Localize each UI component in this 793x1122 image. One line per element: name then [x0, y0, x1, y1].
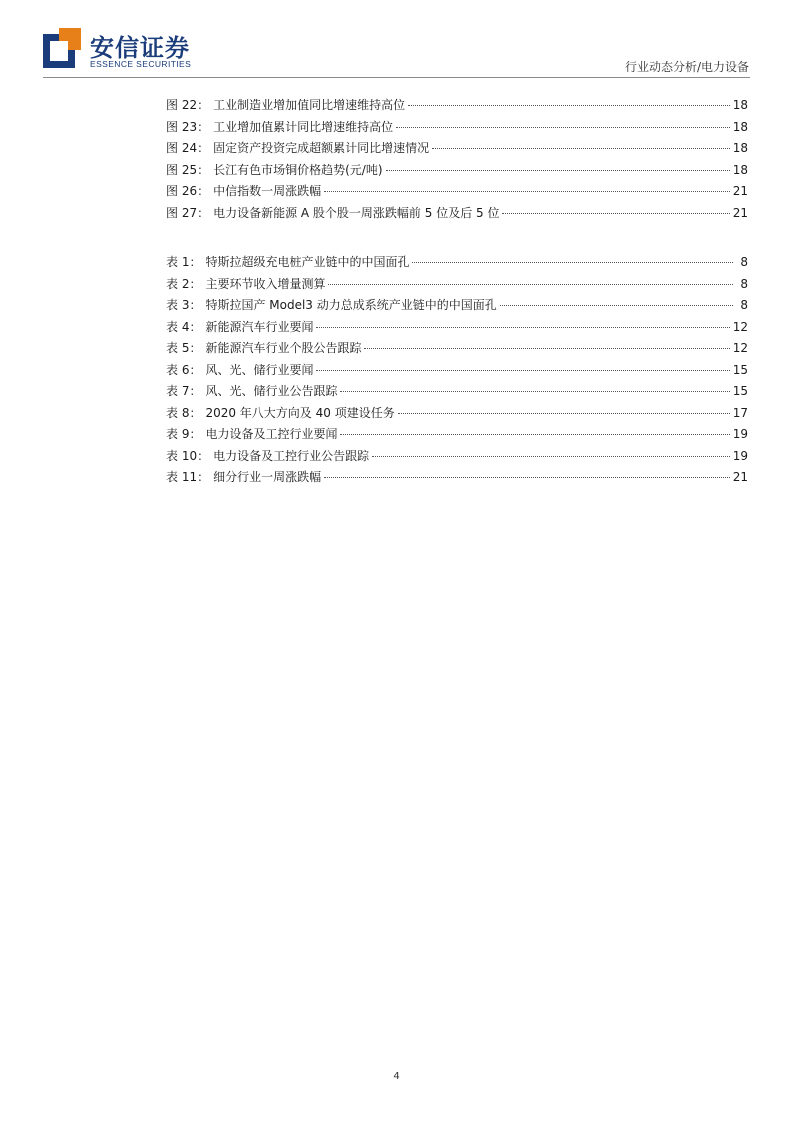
toc-entry[interactable] [166, 468, 748, 490]
toc-entry-label: 表 6： [166, 362, 202, 377]
toc-entry-label: 图 22： [166, 98, 210, 112]
brand-name-cn: 安信证券 [90, 34, 190, 62]
toc-entry-title: 电力设备新能源 A 股个股一周涨跌幅前 5 位及后 5 位 [213, 205, 500, 220]
toc-entry[interactable] [166, 382, 748, 404]
toc-entry-label: 表 10： [166, 448, 210, 463]
toc-dot-leader [328, 284, 733, 285]
toc-dot-leader [316, 370, 729, 371]
toc-entry[interactable] [166, 447, 748, 469]
toc-entry-title: 长江有色市场铜价格趋势(元/吨) [213, 162, 383, 177]
toc-entry-label: 图 25： [166, 162, 210, 177]
toc-entry[interactable] [166, 253, 748, 275]
toc-entry[interactable] [166, 404, 748, 426]
toc-entry-title: 电力设备及工控行业要闻 [205, 427, 338, 441]
toc-entry-title: 电力设备及工控行业公告跟踪 [213, 448, 370, 463]
toc-entry[interactable] [166, 361, 748, 383]
toc-dot-leader [408, 105, 730, 106]
toc-entry-page: 15 [732, 384, 748, 398]
toc-entry-label: 表 11： [166, 470, 210, 484]
toc-entry-title: 工业增加值累计同比增速维持高位 [213, 119, 394, 134]
toc-entry-label: 表 3： [166, 298, 202, 312]
toc-dot-leader [412, 262, 733, 263]
toc-entry[interactable] [166, 425, 748, 447]
toc-entry-title: 主要环节收入增量测算 [205, 276, 326, 291]
toc-dot-leader [386, 170, 730, 171]
toc-entry-title: 特斯拉超级充电桩产业链中的中国面孔 [205, 255, 410, 269]
toc-entry-title: 新能源汽车行业要闻 [205, 319, 314, 334]
toc-entry[interactable] [166, 139, 748, 161]
toc-entry[interactable] [166, 118, 748, 140]
toc-dot-leader [324, 477, 730, 478]
toc-dot-leader [316, 327, 729, 328]
toc-dot-leader [396, 127, 730, 128]
toc-entry[interactable] [166, 275, 748, 297]
toc-dot-leader [324, 191, 730, 192]
toc-entry-title: 特斯拉国产 Model3 动力总成系统产业链中的中国面孔 [205, 298, 497, 312]
toc-entry[interactable] [166, 96, 748, 118]
toc-entry-title: 新能源汽车行业个股公告跟踪 [205, 341, 362, 355]
toc-entry-page: 18 [732, 98, 748, 112]
toc-entry-page: 12 [732, 319, 748, 334]
toc-entry-label: 表 8： [166, 405, 202, 420]
table-list [166, 253, 748, 490]
toc-dot-leader [502, 213, 729, 214]
toc-entry[interactable] [166, 318, 748, 340]
toc-dot-leader [432, 148, 730, 149]
header-section-title: 行业动态分析/电力设备 [624, 60, 749, 74]
toc-entry-title: 细分行业一周涨跌幅 [213, 470, 322, 484]
toc-dot-leader [398, 413, 730, 414]
toc-entry-page: 18 [732, 141, 748, 155]
toc-entry-page: 21 [732, 470, 748, 484]
toc-entry-title: 风、光、储行业公告跟踪 [205, 384, 338, 398]
toc-entry-label: 图 24： [166, 141, 210, 155]
toc-dot-leader [340, 434, 729, 435]
toc-entry-page: 21 [732, 205, 748, 220]
toc-entry-label: 表 5： [166, 341, 202, 355]
toc-entry-title: 风、光、储行业要闻 [205, 362, 314, 377]
toc-entry-page: 17 [732, 405, 748, 420]
toc-entry-label: 表 4： [166, 319, 202, 334]
toc-entry-page: 21 [732, 184, 748, 198]
toc-dot-leader [340, 391, 729, 392]
toc-entry-page: 19 [732, 448, 748, 463]
toc-entry[interactable] [166, 204, 748, 226]
toc-entry-title: 工业制造业增加值同比增速维持高位 [213, 98, 406, 112]
toc-entry-title: 中信指数一周涨跌幅 [213, 184, 322, 198]
brand-name-en: ESSENCE SECURITIES [90, 59, 192, 69]
toc-dot-leader [500, 305, 733, 306]
toc-entry-page: 18 [732, 162, 748, 177]
toc-entry[interactable] [166, 296, 748, 318]
toc-entry-page: 8 [740, 298, 748, 312]
toc-entry[interactable] [166, 161, 748, 183]
toc-entry-page: 18 [732, 119, 748, 134]
toc-entry-label: 表 2： [166, 276, 202, 291]
toc-entry[interactable] [166, 182, 748, 204]
toc-dot-leader [372, 456, 730, 457]
toc-entry-page: 8 [740, 276, 748, 291]
toc-entry-page: 12 [732, 341, 748, 355]
figure-list [166, 96, 748, 225]
toc-entry-title: 固定资产投资完成超额累计同比增速情况 [213, 141, 430, 155]
toc-entry-label: 表 7： [166, 384, 202, 398]
toc-entry-page: 8 [740, 255, 748, 269]
toc-entry-label: 图 26： [166, 184, 210, 198]
toc-entry[interactable] [166, 339, 748, 361]
toc-entry-page: 15 [732, 362, 748, 377]
toc-entry-label: 图 23： [166, 119, 210, 134]
page-number: 4 [393, 1071, 400, 1082]
toc-entry-label: 表 1： [166, 255, 202, 269]
brand-logo [43, 28, 213, 74]
toc-entry-label: 图 27： [166, 205, 210, 220]
toc-dot-leader [364, 348, 729, 349]
toc-entry-title: 2020 年八大方向及 40 项建设任务 [205, 405, 395, 420]
header-divider [43, 77, 750, 78]
toc-entry-page: 19 [732, 427, 748, 441]
toc-entry-label: 表 9： [166, 427, 202, 441]
logo-mark-icon [43, 28, 83, 70]
